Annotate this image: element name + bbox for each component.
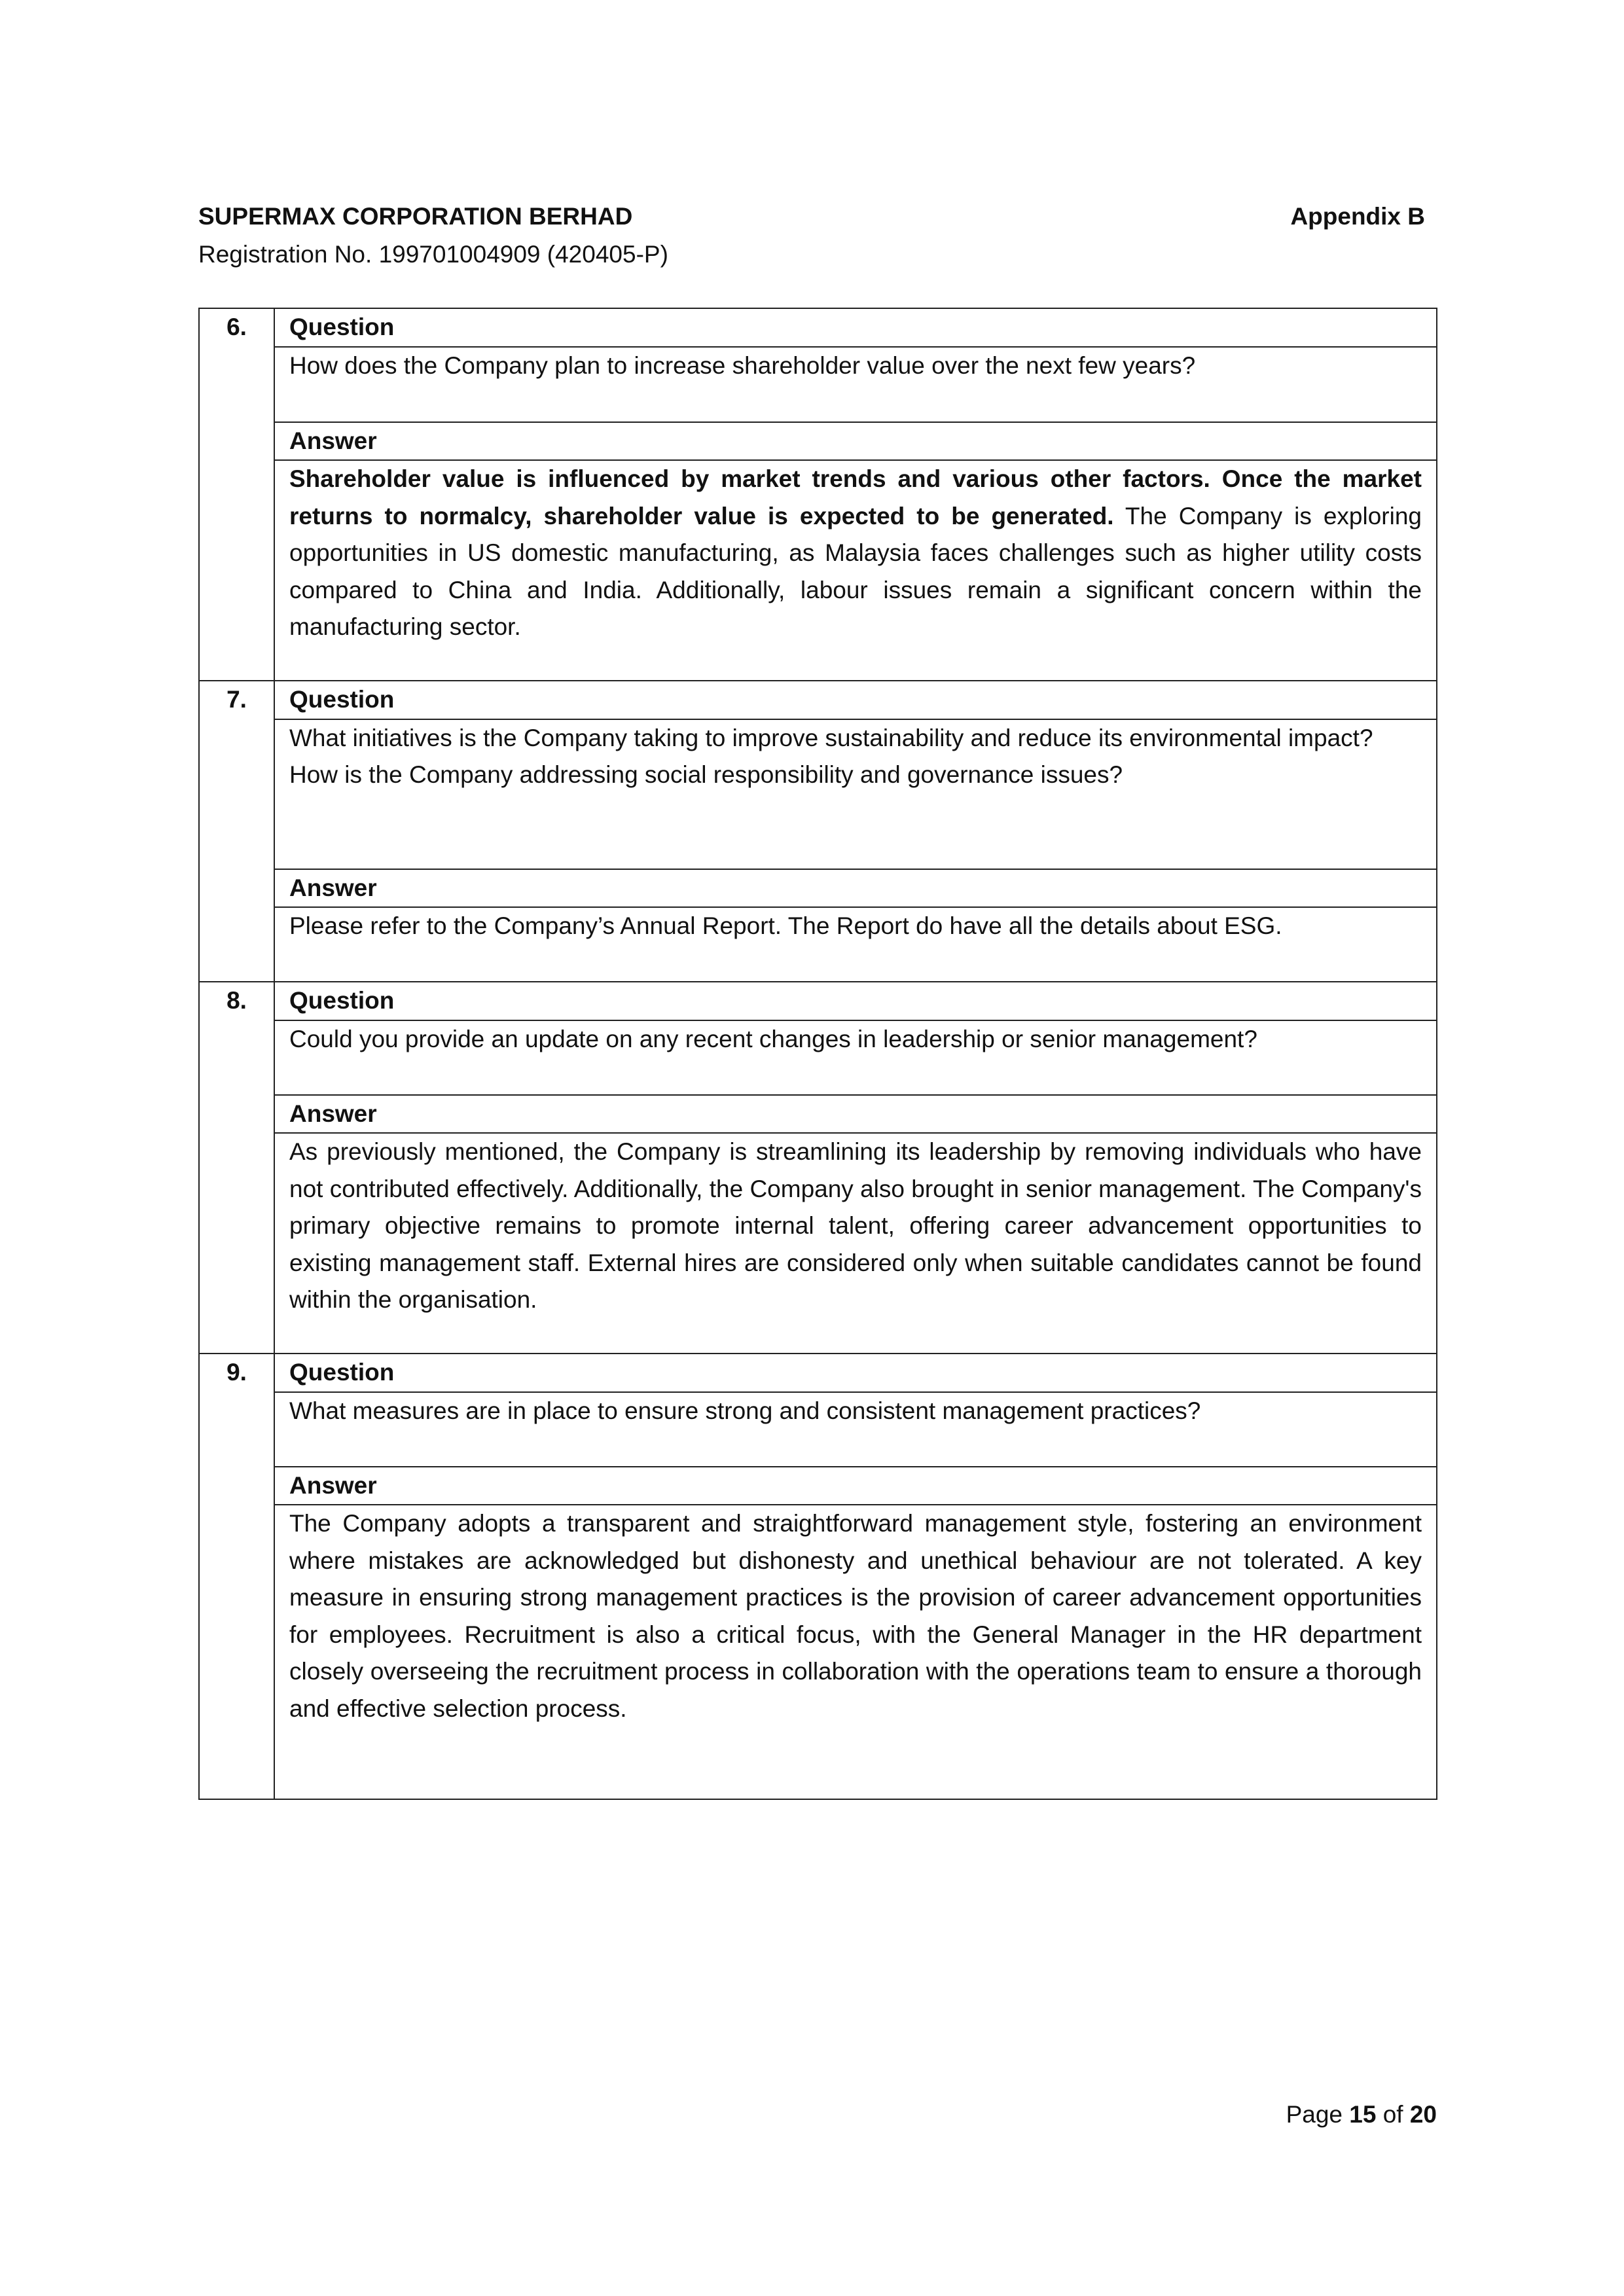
answer-text: The Company adopts a transparent and straightforward management style, fostering an environment where mistakes are acknowledged but dishonesty and unethical behaviour are not tolerated. A key measure in ensuring strong management practices is the provision of career advancement opportunities for employees. Recruitment is also a critical focus, with the General Manager in the HR department closely overseeing the recruitment process in collaboration with the operations team to ensure a thorough and effective selection process.	[274, 1505, 1437, 1799]
question-line: How is the Company addressing social responsibility and governance issues?	[289, 761, 1123, 788]
qa-table	[198, 308, 1437, 1800]
item-number: 9.	[199, 1354, 274, 1799]
of-word: of	[1382, 2101, 1403, 2128]
qa-item-7	[199, 681, 1437, 719]
question-line: What measures are in place to ensure strong and consistent management practices?	[289, 1397, 1201, 1424]
answer-label: Answer	[274, 869, 1437, 908]
item-number: 8.	[199, 982, 274, 1354]
answer-label: Answer	[274, 422, 1437, 461]
answer-text: Please refer to the Company’s Annual Report. The Report do have all the details about ESG.	[274, 907, 1437, 982]
question-label: Question	[274, 681, 1437, 719]
question-line: What initiatives is the Company taking to improve sustainability and reduce its environmental impact?	[289, 724, 1373, 751]
answer-regular-text: The Company is exploring opportunities in US domestic manufacturing, as Malaysia faces challenges such as higher utility costs compared to China and India. Additionally, labour issues remain a significant concern within the manufacturing sector.	[289, 502, 1422, 640]
company-name: SUPERMAX CORPORATION BERHAD	[198, 203, 633, 230]
question-line: Could you provide an update on any recent changes in leadership or senior management?	[289, 1025, 1257, 1052]
question-text	[274, 347, 1437, 422]
item-number: 7.	[199, 681, 274, 982]
qa-item-9	[199, 1354, 1437, 1392]
question-text	[274, 719, 1437, 869]
qa-item-6	[199, 308, 1437, 347]
page-current: 15	[1349, 2101, 1377, 2128]
question-label: Question	[274, 1354, 1437, 1392]
header-top-row	[198, 198, 1425, 236]
answer-label: Answer	[274, 1467, 1437, 1505]
question-text	[274, 1020, 1437, 1095]
appendix-label: Appendix B	[1290, 203, 1425, 230]
qa-item-8	[199, 982, 1437, 1020]
registration-number: Registration No. 199701004909 (420405-P)	[198, 241, 668, 268]
answer-bold-text: Shareholder value is influenced by market trends and various other factors. Once the market returns to normalcy, shareholder value is expected to be generated.	[289, 465, 1422, 529]
answer-text	[274, 460, 1437, 681]
item-number: 6.	[199, 308, 274, 681]
page-word: Page	[1286, 2101, 1343, 2128]
document-header	[198, 198, 1425, 274]
answer-label: Answer	[274, 1095, 1437, 1134]
question-line: How does the Company plan to increase shareholder value over the next few years?	[289, 351, 1196, 379]
page-footer	[1113, 2096, 1437, 2134]
question-label: Question	[274, 982, 1437, 1020]
answer-text: As previously mentioned, the Company is streamlining its leadership by removing individuals who have not contributed effectively. Additionally, the Company also brought in senior management. The Company's primary objective remains to promote internal talent, offering career advancement opportunities to existing management staff. External hires are considered only when suitable candidates cannot be found within the organisation.	[274, 1133, 1437, 1354]
question-text	[274, 1392, 1437, 1467]
question-label: Question	[274, 308, 1437, 347]
page-total: 20	[1409, 2101, 1437, 2128]
